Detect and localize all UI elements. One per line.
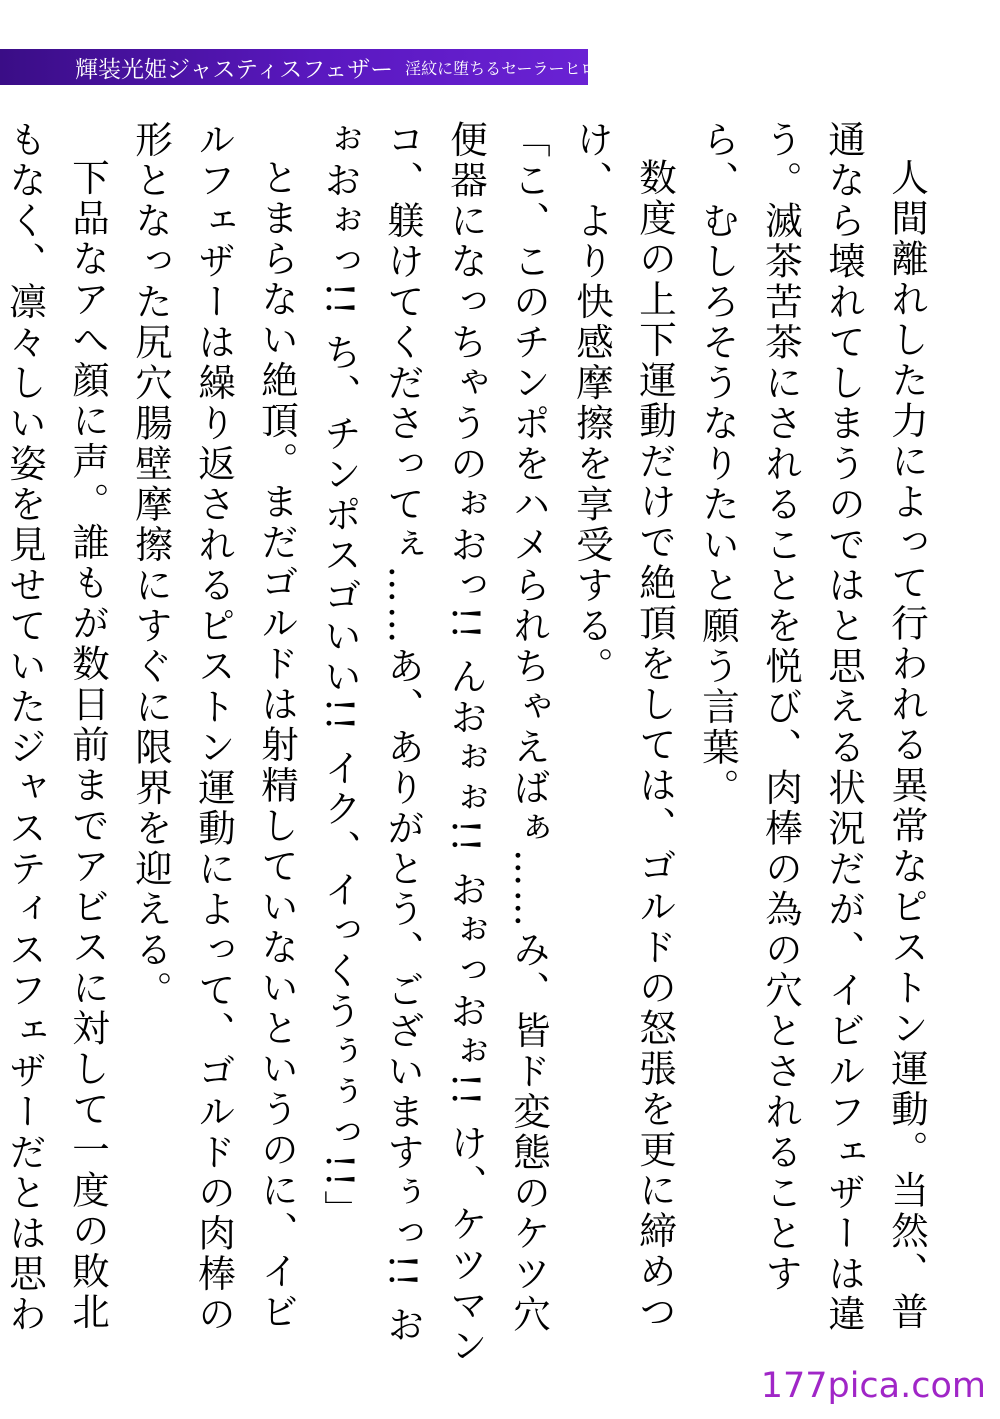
site-watermark: 177pica.com (760, 1366, 986, 1406)
paragraph: 数度の上下運動だけで絶頂をしては、ゴルドの怒張を更に締めつけ、より快感摩擦を享受する。 (570, 120, 677, 1332)
paragraph: 下品なアへ顔に声。誰もが数日前までアビスに対して一度の敗北もなく、凛々しい姿を見せていたジャスティスフェザーだとは思わ (3, 120, 110, 1335)
paragraph: 人間離れした力によって行われる異常なピストン運動。当然、普通なら壊れてしまうのではと思える状況だが、イビルフェザーは違う。滅茶苦茶にされることを悦び、肉棒の為の穴とされることすら、むしろそうなりたいと願う言葉。 (696, 120, 929, 1335)
book-subtitle: 淫紋に堕ちるセーラーヒロイン (405, 58, 628, 78)
vertical-text-body (3, 120, 938, 1370)
book-title: 輝装光姫ジャスティスフェザー (75, 56, 394, 83)
dialogue-paragraph: 「こ、このチンポをハメられちゃえばぁ……み、皆ド変態のケツ穴便器になっちゃうのぉおっ!! んおぉぉ!! おぉっおぉ!! け、ケツマンコ、躾けてくださってぇ……あ、ありがとう、ございますぅっ!! おぉおぉっ!! ち、チンポスゴいい!! イク、イっくうぅぅっ!!」 (318, 120, 551, 1367)
header-bar (0, 49, 628, 85)
paragraph: とまらない絶頂。まだゴルドは射精していないというのに、イビルフェザーは繰り返されるピストン運動によって、ゴルドの肉棒の形となった尻穴腸壁摩擦にすぐに限界を迎える。 (129, 120, 299, 1335)
